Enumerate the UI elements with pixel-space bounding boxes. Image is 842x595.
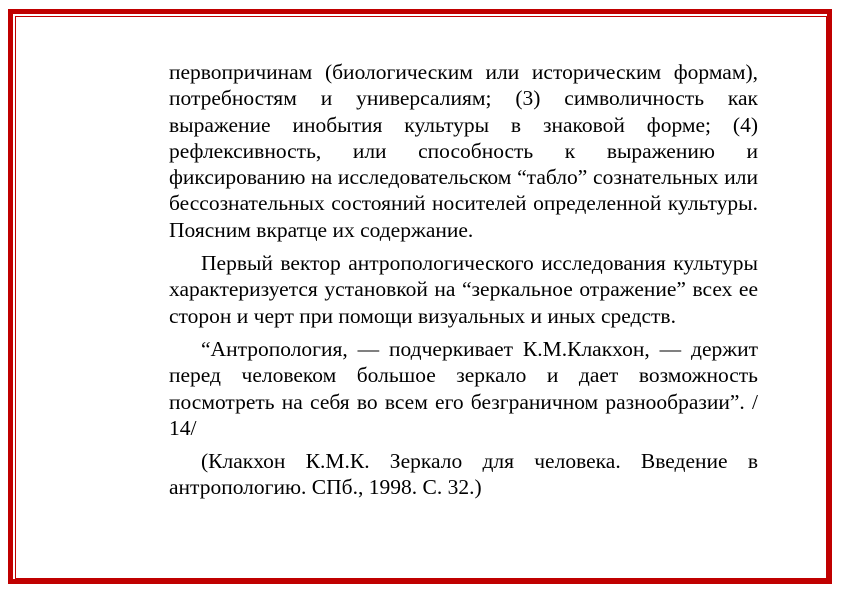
paragraph-continuation: первопричинам (биологическим или историческим формам), потребностям и универсалиям; (3) символичность как выражение инобытия культуры в знаковой форме; (4) рефлексивность, или способность к выражению и фиксированию на исследовательском “табло” сознательных или бессознательных состояний носителей определенной культуры. Поясним вкратце их содержание. (169, 60, 758, 242)
paragraph-first-vector: Первый вектор антропологического исследования культуры характеризуется установкой на “зеркальное отражение” всех ее сторон и черт при помощи визуальных и иных средств. (169, 251, 758, 328)
slide-text-block (169, 59, 758, 501)
paragraph-quote: “Антропология, — подчеркивает К.М.Клакхон, — держит перед человеком большое зеркало и дает возможность посмотреть на себя во всем его безграничном разнообразии”. / 14/ (169, 336, 758, 440)
paragraph-citation: (Клакхон К.М.К. Зеркало для человека. Введение в антропологию. СПб., 1998. С. 32.) (169, 449, 758, 500)
